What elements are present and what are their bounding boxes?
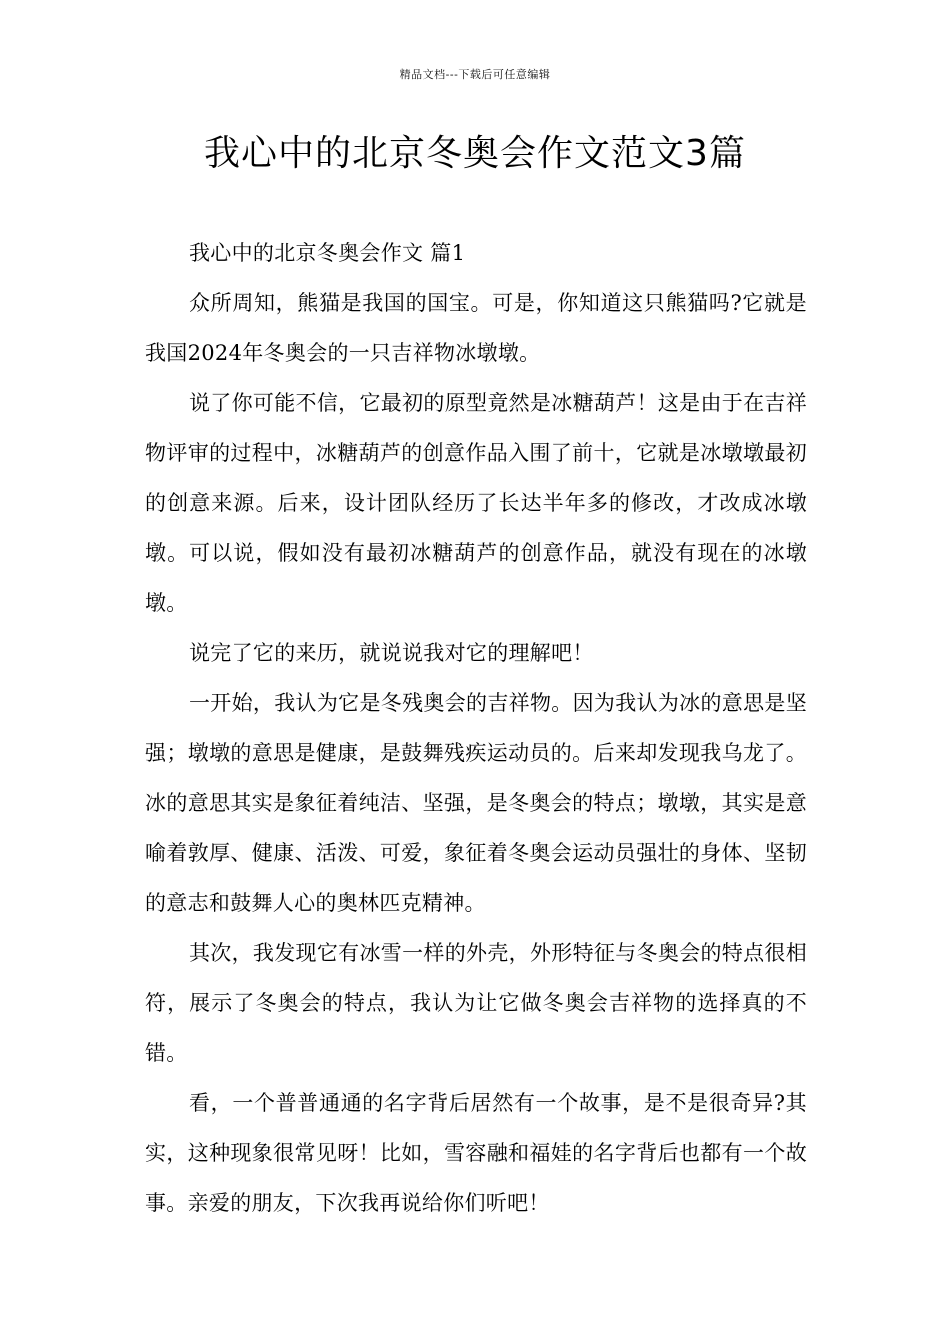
paragraph-4: 一开始，我认为它是冬残奥会的吉祥物。因为我认为冰的意思是坚强；墩墩的意思是健康，是鼓舞残疾运动员的。后来却发现我乌龙了。冰的意思其实是象征着纯洁、坚强，是冬奥会的特点；墩墩，其实是意喻着敦厚、健康、活泼、可爱，象征着冬奥会运动员强壮的身体、坚韧的意志和鼓舞人心的奥林匹克精神。 (145, 691, 807, 915)
section-heading: 我心中的北京冬奥会作文 篇1 (189, 241, 466, 265)
document-body (145, 228, 807, 1228)
paragraph-2: 说了你可能不信，它最初的原型竟然是冰糖葫芦！这是由于在吉祥物评审的过程中，冰糖葫芦的创意作品入围了前十，它就是冰墩墩最初的创意来源。后来，设计团队经历了长达半年多的修改，才改成冰墩墩。可以说，假如没有最初冰糖葫芦的创意作品，就没有现在的冰墩墩。 (145, 391, 807, 615)
document-title: 我心中的北京冬奥会作文范文3篇 (204, 133, 746, 174)
paragraph-6: 看，一个普普通通的名字背后居然有一个故事，是不是很奇异?其实，这种现象很常见呀！比如，雪容融和福娃的名字背后也都有一个故事。亲爱的朋友，下次我再说给你们听吧！ (145, 1091, 807, 1215)
paragraph-5: 其次，我发现它有冰雪一样的外壳，外形特征与冬奥会的特点很相符，展示了冬奥会的特点，我认为让它做冬奥会吉祥物的选择真的不错。 (145, 941, 807, 1065)
paragraph-3: 说完了它的来历，就说说我对它的理解吧！ (189, 641, 594, 665)
header-note: 精品文档---下载后可任意编辑 (399, 68, 551, 81)
paragraph-1: 众所周知，熊猫是我国的国宝。可是，你知道这只熊猫吗?它就是我国2024年冬奥会的一只吉祥物冰墩墩。 (145, 291, 807, 365)
